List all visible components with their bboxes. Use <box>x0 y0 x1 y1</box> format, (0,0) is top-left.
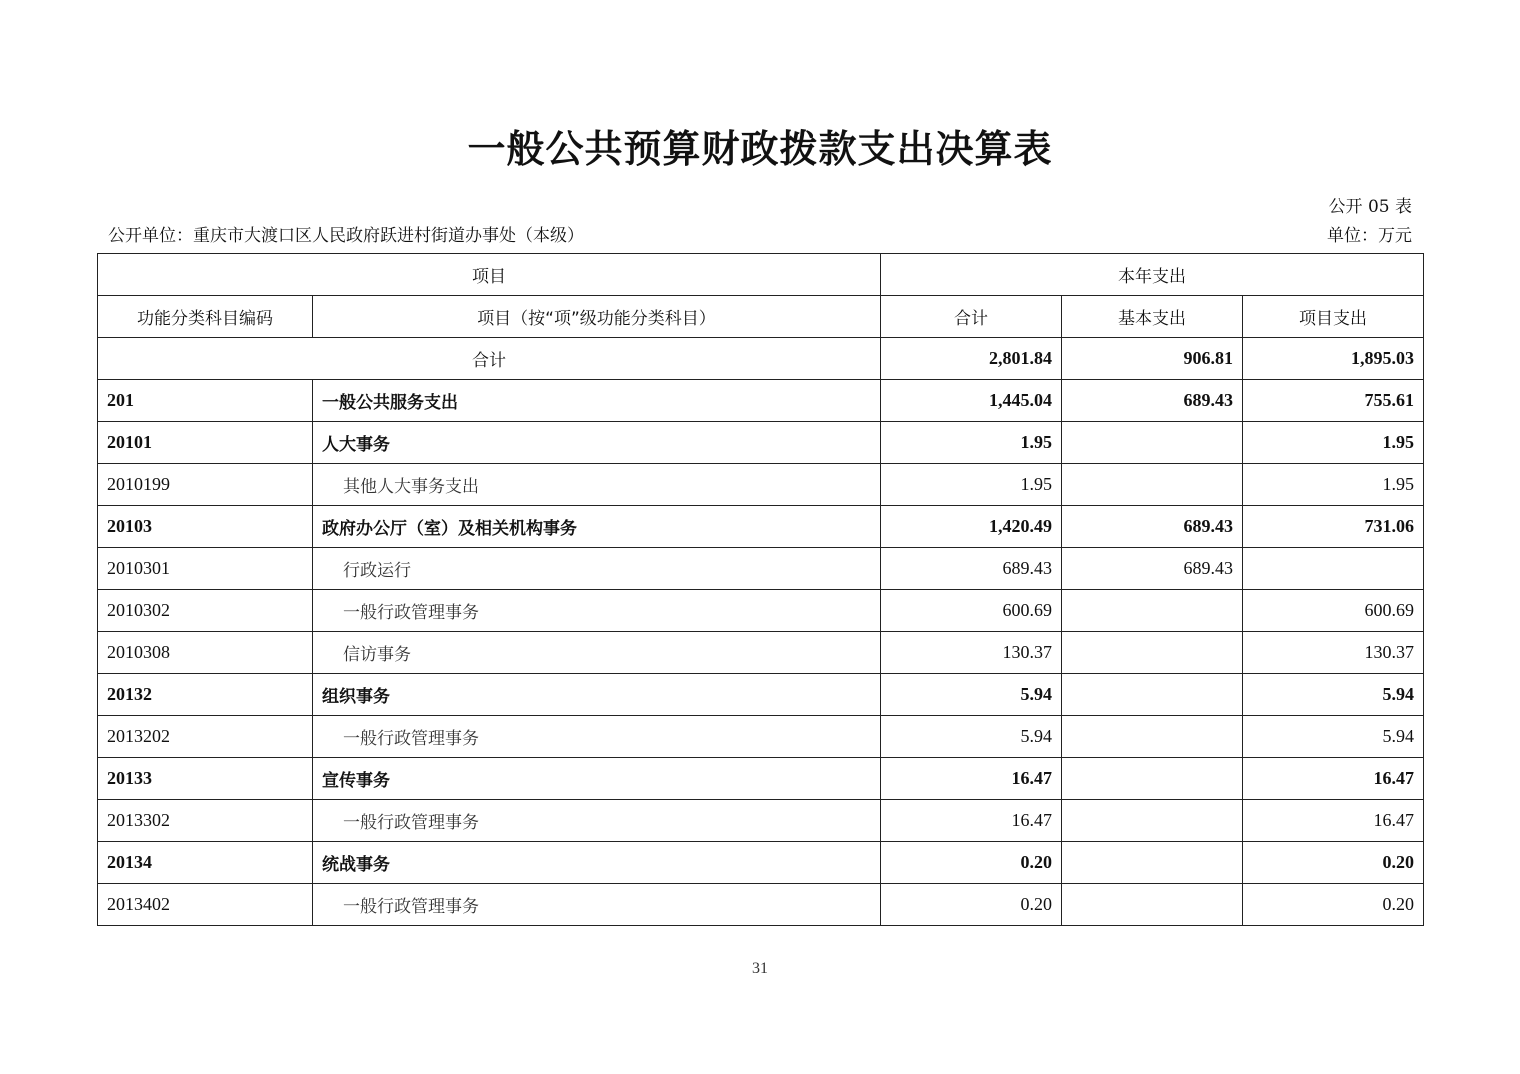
row-basic <box>1062 590 1243 632</box>
row-code: 2013302 <box>98 800 313 842</box>
row-code: 20103 <box>98 506 313 548</box>
header-row-sub <box>98 296 1424 338</box>
row-total: 16.47 <box>881 800 1062 842</box>
total-label: 合计 <box>98 338 881 380</box>
row-basic <box>1062 632 1243 674</box>
row-total: 689.43 <box>881 548 1062 590</box>
row-project: 1.95 <box>1243 422 1424 464</box>
budget-table <box>97 253 1424 926</box>
row-total: 0.20 <box>881 842 1062 884</box>
total-project: 1,895.03 <box>1243 338 1424 380</box>
row-name: 统战事务 <box>313 842 881 884</box>
table-row <box>98 422 1424 464</box>
row-name: 人大事务 <box>313 422 881 464</box>
table-row <box>98 590 1424 632</box>
row-project: 5.94 <box>1243 716 1424 758</box>
row-project <box>1243 548 1424 590</box>
row-code: 2010301 <box>98 548 313 590</box>
table-row <box>98 716 1424 758</box>
row-basic <box>1062 884 1243 926</box>
row-code: 20101 <box>98 422 313 464</box>
row-project: 600.69 <box>1243 590 1424 632</box>
row-total: 5.94 <box>881 716 1062 758</box>
row-basic <box>1062 716 1243 758</box>
row-code: 20132 <box>98 674 313 716</box>
row-code: 2013402 <box>98 884 313 926</box>
row-basic <box>1062 422 1243 464</box>
header-name: 项目（按“项”级功能分类科目） <box>313 296 881 338</box>
page-title: 一般公共预算财政拨款支出决算表 <box>467 127 1053 171</box>
row-project: 16.47 <box>1243 800 1424 842</box>
row-name: 信访事务 <box>313 632 881 674</box>
row-name: 一般行政管理事务 <box>313 800 881 842</box>
header-code: 功能分类科目编码 <box>98 296 313 338</box>
row-basic <box>1062 674 1243 716</box>
row-project: 755.61 <box>1243 380 1424 422</box>
row-name: 一般行政管理事务 <box>313 884 881 926</box>
header-project: 项目 <box>98 254 881 296</box>
table-row <box>98 548 1424 590</box>
row-code: 2010308 <box>98 632 313 674</box>
row-basic: 689.43 <box>1062 506 1243 548</box>
row-basic <box>1062 842 1243 884</box>
row-code: 2013202 <box>98 716 313 758</box>
table-row <box>98 800 1424 842</box>
row-name: 行政运行 <box>313 548 881 590</box>
header-year-expense: 本年支出 <box>881 254 1424 296</box>
row-project: 5.94 <box>1243 674 1424 716</box>
total-row <box>98 338 1424 380</box>
row-name: 政府办公厅（室）及相关机构事务 <box>313 506 881 548</box>
row-total: 1,445.04 <box>881 380 1062 422</box>
table-row <box>98 464 1424 506</box>
row-total: 1,420.49 <box>881 506 1062 548</box>
row-project: 731.06 <box>1243 506 1424 548</box>
row-project: 0.20 <box>1243 884 1424 926</box>
row-total: 1.95 <box>881 464 1062 506</box>
header-project-expense: 项目支出 <box>1243 296 1424 338</box>
total-total: 2,801.84 <box>881 338 1062 380</box>
row-basic: 689.43 <box>1062 548 1243 590</box>
row-code: 2010199 <box>98 464 313 506</box>
row-total: 0.20 <box>881 884 1062 926</box>
header-basic: 基本支出 <box>1062 296 1243 338</box>
table-row <box>98 842 1424 884</box>
table-row <box>98 758 1424 800</box>
row-total: 1.95 <box>881 422 1062 464</box>
header-row-top <box>98 254 1424 296</box>
row-name: 一般公共服务支出 <box>313 380 881 422</box>
row-name: 宣传事务 <box>313 758 881 800</box>
row-code: 20133 <box>98 758 313 800</box>
table-row <box>98 506 1424 548</box>
row-total: 16.47 <box>881 758 1062 800</box>
unit-label: 单位：万元 <box>1327 226 1412 246</box>
row-name: 其他人大事务支出 <box>313 464 881 506</box>
row-project: 0.20 <box>1243 842 1424 884</box>
table-row <box>98 632 1424 674</box>
row-code: 20134 <box>98 842 313 884</box>
page-number: 31 <box>752 960 768 977</box>
row-code: 201 <box>98 380 313 422</box>
row-total: 5.94 <box>881 674 1062 716</box>
table-number: 公开 05 表 <box>1328 197 1412 217</box>
row-total: 130.37 <box>881 632 1062 674</box>
row-project: 130.37 <box>1243 632 1424 674</box>
row-project: 16.47 <box>1243 758 1424 800</box>
header-total: 合计 <box>881 296 1062 338</box>
row-basic <box>1062 800 1243 842</box>
row-name: 组织事务 <box>313 674 881 716</box>
row-basic: 689.43 <box>1062 380 1243 422</box>
row-name: 一般行政管理事务 <box>313 590 881 632</box>
organization-label: 公开单位：重庆市大渡口区人民政府跃进村街道办事处（本级） <box>108 226 584 246</box>
row-name: 一般行政管理事务 <box>313 716 881 758</box>
row-basic <box>1062 464 1243 506</box>
table-row <box>98 674 1424 716</box>
total-basic: 906.81 <box>1062 338 1243 380</box>
row-basic <box>1062 758 1243 800</box>
row-total: 600.69 <box>881 590 1062 632</box>
row-code: 2010302 <box>98 590 313 632</box>
table-row <box>98 884 1424 926</box>
row-project: 1.95 <box>1243 464 1424 506</box>
table-row <box>98 380 1424 422</box>
